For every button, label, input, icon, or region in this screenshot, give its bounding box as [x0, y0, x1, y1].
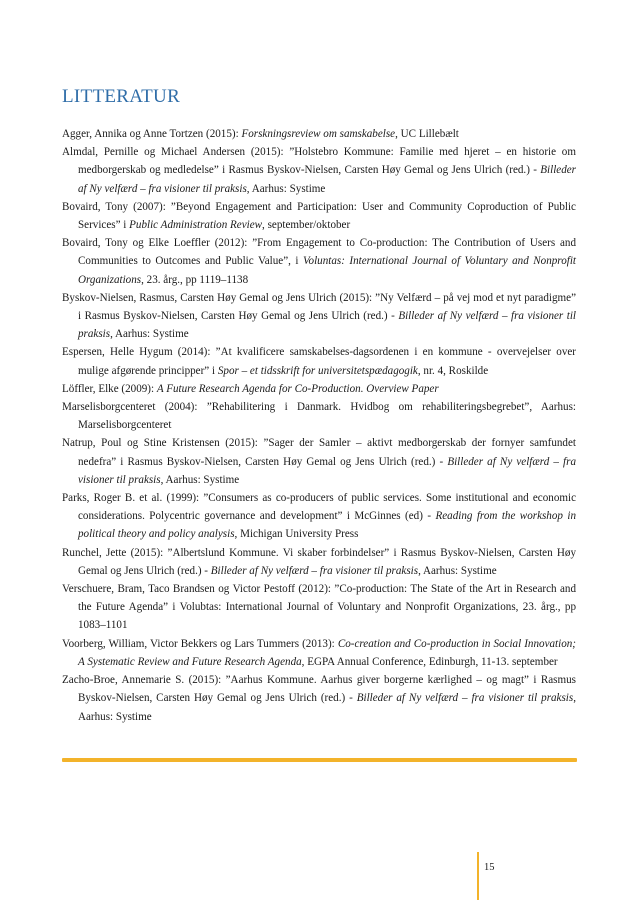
- reference-text: Zacho-Broe, Annemarie S. (2015): ”Aarhus Kommune. Aarhus giver borgerne kærlighed – og magt” i Rasmus Byskov-Nielsen, Carsten Høy Gemal og Jens Ulrich (red.) -: [62, 674, 576, 705]
- reference-text: Voorberg, William, Victor Bekkers og Lars Tummers (2013):: [62, 637, 338, 650]
- reference-title: Public Administration Review: [129, 219, 263, 232]
- reference-title: Billeder af Ny velfærd – fra visioner til praksis: [78, 164, 576, 195]
- reference-entry: [62, 434, 576, 489]
- reference-entry: [62, 544, 576, 580]
- reference-text: Parks, Roger B. et al. (1999): ”Consumers as co-producers of public services. Some institutional and economic considerations. Polycentric governance and development” i McGinnes (ed) -: [62, 492, 576, 523]
- reference-entry: [62, 343, 576, 379]
- reference-title: Voluntas: International Journal of Voluntary and Nonprofit Organizations: [78, 255, 576, 286]
- reference-text: Byskov-Nielsen, Rasmus, Carsten Høy Gemal og Jens Ulrich (2015): ”Ny Velfærd – på vej mod et nyt paradigme” i Rasmus Byskov-Nielsen, Carsten Høy Gemal og Jens Ulrich (red.) -: [62, 291, 576, 323]
- reference-title: Billeder af Ny velfærd – fra visioner til praksis: [210, 564, 419, 577]
- reference-entry: [62, 635, 576, 671]
- reference-text: Marselisborgcenteret (2004): ”Rehabilitering i Danmark. Hvidbog om rehabiliteringsbegrebet”, Aarhus: Marselisborgcenteret: [62, 401, 576, 432]
- reference-tail: , 23. årg., pp 1119–1138: [141, 273, 249, 286]
- reference-entry: [62, 398, 576, 434]
- reference-tail: , nr. 4, Roskilde: [417, 364, 489, 377]
- reference-entry: [62, 289, 576, 344]
- reference-tail: , EGPA Annual Conference, Edinburgh, 11-13. september: [301, 655, 558, 668]
- reference-entry: [62, 580, 576, 635]
- section-heading: LITTERATUR: [62, 86, 181, 107]
- reference-title: Spor – et tidsskrift for universitetspædagogik: [217, 364, 418, 377]
- reference-title: Billeder af Ny velfærd – fra visioner til praksis: [78, 310, 576, 341]
- reference-title: Reading from the workshop in political theory and policy analysis: [78, 510, 577, 541]
- reference-entry: [62, 143, 576, 198]
- reference-title: Forskningsreview om samskabelse: [241, 128, 396, 140]
- reference-tail: , Aarhus: Systime: [160, 473, 240, 486]
- reference-text: Almdal, Pernille og Michael Andersen (2015): ”Holstebro Kommune: Familie med hjeret – en historie om medborgerskab og medledelse” i Rasmus Byskov-Nielsen, Carsten Høy Gemal og Jens Ulrich (red.) -: [62, 146, 576, 177]
- reference-text: Natrup, Poul og Stine Kristensen (2015): ”Sager der Samler – aktivt medborgerskab der fornyer samfundet nedefra” i Rasmus Byskov-Nielsen, Carsten Høy Gemal og Jens Ulrich (red.) -: [62, 437, 576, 468]
- reference-title: Co-creation and Co-production in Social Innovation; A Systematic Review and Future Research Agenda: [78, 637, 576, 668]
- reference-entry: [62, 380, 576, 398]
- reference-title: Billeder af Ny velfærd – fra visioner til praksis: [78, 455, 576, 486]
- reference-entry: [62, 234, 576, 289]
- footer-divider: [62, 758, 577, 762]
- reference-text: Espersen, Helle Hygum (2014): ”At kvalificere samskabelses-dagsordenen i en kommune - overvejelser over mulige afgørende principper” i: [62, 346, 576, 377]
- reference-tail: , september/oktober: [262, 219, 351, 232]
- page-number-bar: [477, 852, 479, 900]
- reference-text: Löffler, Elke (2009):: [62, 382, 157, 395]
- reference-tail: , Aarhus: Systime: [418, 564, 497, 577]
- reference-tail: , Michigan University Press: [234, 528, 359, 541]
- reference-entry: [62, 125, 576, 143]
- reference-text: Runchel, Jette (2015): ”Albertslund Kommune. Vi skaber forbindelser” i Rasmus Byskov-Nielsen, Carsten Høy Gemal og Jens Ulrich (red.) -: [62, 546, 576, 577]
- reference-list: [62, 125, 576, 726]
- reference-tail: , UC Lillebælt: [395, 128, 459, 140]
- reference-title: A Future Research Agenda for Co-Production. Overview Paper: [156, 382, 439, 395]
- reference-text: Agger, Annika og Anne Tortzen (2015):: [62, 128, 242, 140]
- reference-text: Bovaird, Tony (2007): ”Beyond Engagement and Participation: User and Community Coproduction of Public Services” i: [62, 200, 576, 232]
- page-number: 15: [484, 862, 495, 873]
- reference-entry: [62, 489, 576, 544]
- reference-text: Verschuere, Bram, Taco Brandsen og Victor Pestoff (2012): ”Co-production: The State of the Art in Research and the Future Agenda” i Volubtas: International Journal of Voluntary and Nonprofit Organizations, 23. årg., pp 1083–1101: [62, 583, 576, 632]
- reference-title: Billeder af Ny velfærd – fra visioner til praksis: [356, 692, 574, 705]
- reference-text: Bovaird, Tony og Elke Loeffler (2012): ”From Engagement to Co-production: The Contribution of Users and Communities to Outcomes and Public Value”, i: [62, 237, 576, 268]
- reference-tail: , Aarhus: Systime: [246, 182, 326, 195]
- reference-tail: , Aarhus: Systime: [110, 328, 189, 341]
- reference-entry: [62, 198, 576, 234]
- reference-entry: [62, 671, 576, 726]
- reference-tail: , Aarhus: Systime: [78, 692, 576, 723]
